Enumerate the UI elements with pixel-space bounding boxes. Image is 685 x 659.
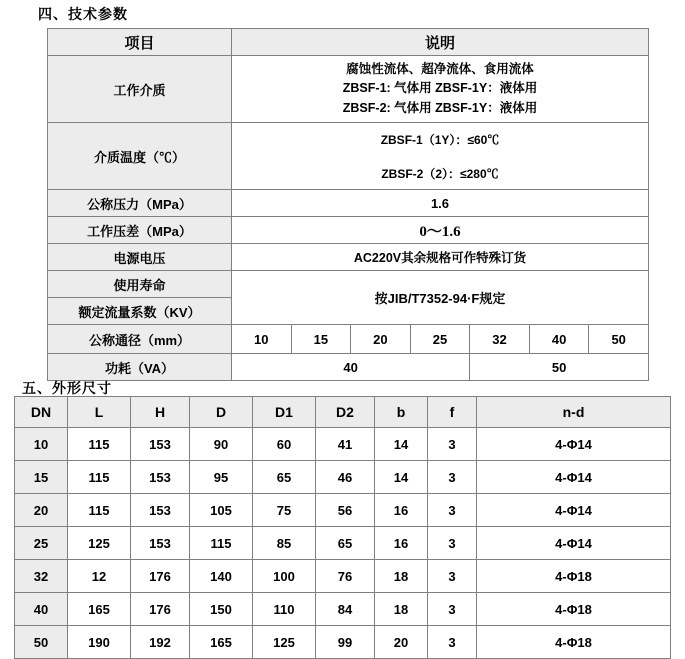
table-row xyxy=(48,56,649,123)
table-row xyxy=(48,244,649,271)
dim-cell-nd: 4-Φ18 xyxy=(477,560,671,593)
dim-cell-f: 3 xyxy=(428,494,477,527)
temperature-line-1: ZBSF-1（1Y）：≤60℃ xyxy=(380,133,500,148)
dim-cell-b: 14 xyxy=(375,428,428,461)
dim-cell-f: 3 xyxy=(428,461,477,494)
dim-cell-h: 153 xyxy=(131,494,190,527)
dimension-table xyxy=(14,396,671,659)
dim-header-d: D xyxy=(190,397,253,428)
dim-cell-d2: 41 xyxy=(316,428,375,461)
dim-cell-nd: 4-Φ14 xyxy=(477,428,671,461)
dim-header-b: b xyxy=(375,397,428,428)
spec-label-voltage: 电源电压 xyxy=(48,244,232,271)
dim-cell-dn: 15 xyxy=(15,461,68,494)
dim-cell-dn: 10 xyxy=(15,428,68,461)
table-row xyxy=(15,626,671,659)
dim-cell-b: 14 xyxy=(375,461,428,494)
dim-cell-d: 140 xyxy=(190,560,253,593)
spec-label-differential-pressure: 工作压差（MPa） xyxy=(48,217,232,244)
spec-label-power: 功耗（VA） xyxy=(48,354,232,381)
dim-header-l: L xyxy=(68,397,131,428)
spec-header-desc: 说明 xyxy=(232,29,649,56)
spec-label-medium: 工作介质 xyxy=(48,56,232,123)
dim-cell-l: 12 xyxy=(68,560,131,593)
spec-value-differential-pressure: 0～1.6 xyxy=(232,217,649,244)
dim-cell-nd: 4-Φ14 xyxy=(477,527,671,560)
spec-value-voltage: AC220V其余规格可作特殊订货 xyxy=(232,244,649,271)
dim-cell-dn: 25 xyxy=(15,527,68,560)
spec-dn-20: 20 xyxy=(351,325,411,354)
dim-cell-d1: 125 xyxy=(253,626,316,659)
table-row xyxy=(15,560,671,593)
spec-dn-32: 32 xyxy=(470,325,530,354)
dim-cell-d1: 75 xyxy=(253,494,316,527)
dim-cell-d1: 100 xyxy=(253,560,316,593)
table-row xyxy=(48,325,649,354)
dim-cell-f: 3 xyxy=(428,527,477,560)
table-row xyxy=(15,428,671,461)
spec-section-title: 四、技术参数 xyxy=(38,6,128,22)
spec-dn-10: 10 xyxy=(232,325,292,354)
dim-cell-d: 165 xyxy=(190,626,253,659)
spec-label-lifetime: 使用寿命 xyxy=(48,271,232,298)
dim-cell-d: 95 xyxy=(190,461,253,494)
dim-cell-dn: 40 xyxy=(15,593,68,626)
dim-cell-nd: 4-Φ14 xyxy=(477,461,671,494)
dim-cell-l: 125 xyxy=(68,527,131,560)
spec-value-temperature xyxy=(232,123,649,190)
table-row xyxy=(48,354,649,381)
spec-dn-25: 25 xyxy=(410,325,470,354)
spec-dn-15: 15 xyxy=(291,325,351,354)
dim-cell-d: 115 xyxy=(190,527,253,560)
dim-cell-d: 105 xyxy=(190,494,253,527)
dim-cell-b: 20 xyxy=(375,626,428,659)
dim-header-dn: DN xyxy=(15,397,68,428)
dim-cell-l: 115 xyxy=(68,461,131,494)
technical-spec-table xyxy=(47,28,649,381)
dim-cell-b: 16 xyxy=(375,527,428,560)
dim-cell-d1: 85 xyxy=(253,527,316,560)
dim-cell-l: 165 xyxy=(68,593,131,626)
dim-cell-f: 3 xyxy=(428,428,477,461)
dim-cell-dn: 32 xyxy=(15,560,68,593)
dim-cell-h: 153 xyxy=(131,527,190,560)
dim-cell-d1: 60 xyxy=(253,428,316,461)
dim-cell-d2: 56 xyxy=(316,494,375,527)
table-row xyxy=(48,217,649,244)
dim-cell-d2: 84 xyxy=(316,593,375,626)
spec-dn-50: 50 xyxy=(589,325,649,354)
table-header-row xyxy=(15,397,671,428)
dim-cell-b: 18 xyxy=(375,593,428,626)
table-header-row xyxy=(48,29,649,56)
dim-cell-l: 115 xyxy=(68,494,131,527)
dimension-section-title: 五、外形尺寸 xyxy=(22,380,112,396)
dim-cell-d2: 76 xyxy=(316,560,375,593)
dim-cell-d: 90 xyxy=(190,428,253,461)
table-row xyxy=(15,494,671,527)
spec-label-nominal-diameter: 公称通径（mm） xyxy=(48,325,232,354)
dim-header-f: f xyxy=(428,397,477,428)
dim-cell-nd: 4-Φ14 xyxy=(477,494,671,527)
medium-line-2: ZBSF-1: 气体用 ZBSF-1Y：液体用 xyxy=(342,81,538,96)
dim-cell-d1: 110 xyxy=(253,593,316,626)
dim-cell-d1: 65 xyxy=(253,461,316,494)
dim-cell-f: 3 xyxy=(428,560,477,593)
dim-cell-l: 115 xyxy=(68,428,131,461)
spec-label-temperature: 介质温度（℃） xyxy=(48,123,232,190)
spec-value-nominal-pressure: 1.6 xyxy=(232,190,649,217)
spec-value-medium xyxy=(232,56,649,123)
dim-cell-dn: 20 xyxy=(15,494,68,527)
dim-cell-d2: 99 xyxy=(316,626,375,659)
dim-cell-l: 190 xyxy=(68,626,131,659)
dim-cell-d2: 65 xyxy=(316,527,375,560)
dim-cell-f: 3 xyxy=(428,593,477,626)
temperature-line-2: ZBSF-2（2）：≤280℃ xyxy=(381,167,499,182)
medium-line-1: 腐蚀性流体、超净流体、食用流体 xyxy=(346,62,534,76)
table-row xyxy=(15,527,671,560)
table-row xyxy=(48,190,649,217)
dim-cell-h: 176 xyxy=(131,593,190,626)
dim-cell-nd: 4-Φ18 xyxy=(477,626,671,659)
dim-cell-f: 3 xyxy=(428,626,477,659)
dim-cell-b: 18 xyxy=(375,560,428,593)
dim-cell-h: 153 xyxy=(131,461,190,494)
dim-cell-nd: 4-Φ18 xyxy=(477,593,671,626)
dim-header-h: H xyxy=(131,397,190,428)
dim-header-d1: D1 xyxy=(253,397,316,428)
dim-cell-h: 153 xyxy=(131,428,190,461)
table-row xyxy=(48,123,649,190)
dim-cell-dn: 50 xyxy=(15,626,68,659)
dim-cell-h: 192 xyxy=(131,626,190,659)
table-row xyxy=(48,271,649,298)
spec-power-50: 50 xyxy=(470,354,649,381)
dim-cell-b: 16 xyxy=(375,494,428,527)
spec-power-40: 40 xyxy=(232,354,470,381)
dim-header-d2: D2 xyxy=(316,397,375,428)
table-row xyxy=(15,461,671,494)
spec-value-lifetime: 按JIB/T7352-94·F规定 xyxy=(232,271,649,325)
spec-label-nominal-pressure: 公称压力（MPa） xyxy=(48,190,232,217)
dim-cell-d: 150 xyxy=(190,593,253,626)
medium-line-3: ZBSF-2: 气体用 ZBSF-1Y：液体用 xyxy=(342,100,538,115)
table-row xyxy=(15,593,671,626)
dim-cell-h: 176 xyxy=(131,560,190,593)
spec-header-item: 项目 xyxy=(48,29,232,56)
dim-header-nd: n-d xyxy=(477,397,671,428)
dim-cell-d2: 46 xyxy=(316,461,375,494)
spec-label-flow-coefficient: 额定流量系数（KV） xyxy=(48,298,232,325)
spec-dn-40: 40 xyxy=(529,325,589,354)
